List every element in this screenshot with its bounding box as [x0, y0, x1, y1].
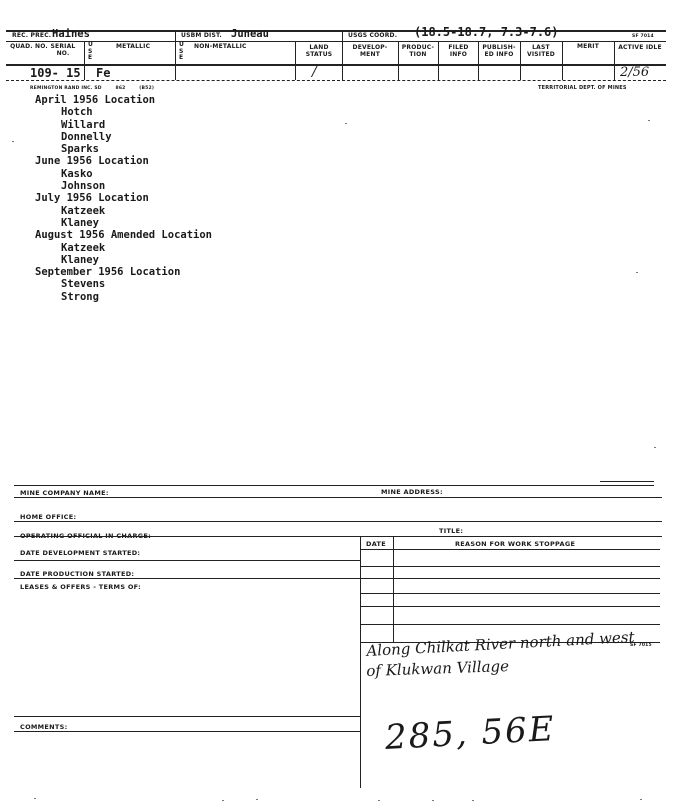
location-heading: April 1956 Location — [35, 94, 156, 106]
location-heading: July 1956 Location — [35, 192, 149, 205]
footer-form-number: SF 7015 — [630, 643, 652, 648]
date-column-header: DATE — [366, 540, 386, 548]
speck — [222, 800, 224, 801]
speck — [12, 141, 14, 142]
rule — [360, 606, 660, 607]
col-serial-no: SERIAL NO. — [50, 43, 76, 57]
location-heading: August 1956 Amended Location — [35, 229, 213, 242]
metallic-value: Fe — [96, 66, 111, 80]
speck — [636, 272, 638, 273]
speck — [34, 798, 36, 799]
rule — [360, 624, 660, 625]
divider — [393, 536, 394, 642]
rule — [14, 578, 660, 579]
divider — [520, 41, 521, 80]
mine-address-label: MINE ADDRESS: — [381, 488, 443, 496]
location-heading: September 1956 Location — [35, 266, 181, 279]
speck — [378, 800, 380, 801]
handwritten-location-line2: of Klukwan Village — [366, 657, 510, 680]
comments-label: COMMENTS: — [20, 723, 68, 731]
locations-list — [35, 94, 212, 303]
rule — [360, 549, 660, 550]
usbm-dist-label: USBM DIST. — [181, 32, 222, 39]
row-underline — [6, 80, 666, 81]
divider — [360, 536, 361, 788]
divider — [342, 30, 343, 80]
rule — [14, 716, 360, 717]
date-production-label: DATE PRODUCTION STARTED: — [20, 570, 135, 578]
divider — [438, 41, 439, 80]
rec-prec-value: Haines — [52, 28, 90, 40]
divider — [562, 41, 563, 80]
locator-name: Kasko — [61, 167, 93, 180]
col-land-status: LAND STATUS — [305, 44, 333, 58]
col-development: DEVELOP-MENT — [352, 44, 388, 58]
divider — [478, 41, 479, 80]
col-production: PRODUC-TION — [401, 44, 435, 58]
locator-name: Klaney — [61, 216, 99, 229]
locator-name: Katzeek — [61, 204, 106, 217]
rule — [360, 593, 660, 594]
col-published-info: PUBLISH-ED INFO — [482, 44, 516, 58]
locator-name: Stevens — [61, 278, 106, 291]
land-status-mark: / — [312, 64, 317, 80]
rule — [360, 566, 660, 567]
leases-offers-label: LEASES & OFFERS - TERMS OF: — [20, 583, 141, 591]
operating-official-label: OPERATING OFFICIAL IN CHARGE: — [20, 532, 152, 540]
divider — [614, 41, 615, 80]
usgs-coord-label: USGS COORD. — [348, 32, 398, 39]
mine-company-name-label: MINE COMPANY NAME: — [20, 489, 109, 497]
speck — [256, 799, 258, 800]
header-divider — [6, 41, 666, 42]
divider — [295, 41, 296, 80]
locator-name: Willard — [61, 118, 106, 131]
date-development-label: DATE DEVELOPMENT STARTED: — [20, 549, 141, 557]
speck — [345, 123, 347, 124]
divider — [84, 41, 85, 80]
footer-top-tick — [600, 481, 654, 482]
reason-column-header: REASON FOR WORK STOPPAGE — [455, 540, 576, 548]
divider — [398, 41, 399, 80]
rule — [14, 521, 662, 522]
rule — [14, 560, 360, 561]
rule — [14, 536, 662, 537]
locator-name: Strong — [61, 290, 99, 303]
active-idle-value: 2/56 — [620, 65, 650, 80]
locator-name: Johnson — [61, 180, 106, 193]
speck — [648, 120, 650, 121]
rec-prec-label: REC. PREC. — [12, 32, 52, 39]
speck — [432, 800, 434, 801]
quad-serial-value: 109- 15 — [30, 66, 81, 80]
locator-name: Klaney — [61, 253, 99, 266]
col-merit: MERIT — [576, 43, 599, 50]
form-number: SF 7014 — [632, 34, 654, 39]
col-non-metallic: NON-METALLIC — [194, 43, 247, 50]
locator-name: Donnelly — [61, 130, 112, 143]
col-use-nonmetallic: U S E — [179, 41, 185, 61]
col-active-idle: ACTIVE IDLE — [618, 44, 662, 51]
rule — [14, 731, 360, 732]
printer-name: REMINGTON RAND INC. SD — [30, 86, 102, 91]
col-filed-info: FILED INFO — [448, 44, 469, 58]
speck — [640, 799, 642, 800]
printer-line — [30, 85, 154, 92]
home-office-label: HOME OFFICE: — [20, 513, 77, 521]
footer-top-line — [14, 485, 654, 486]
col-use-metallic: U S E — [88, 41, 94, 61]
speck — [472, 800, 474, 801]
divider — [175, 30, 176, 80]
locator-name: Hotch — [61, 106, 93, 119]
locator-name: Katzeek — [61, 241, 106, 254]
department-label: TERRITORIAL DEPT. OF MINES — [538, 85, 627, 91]
rule — [14, 497, 662, 498]
printer-code: 862 — [115, 86, 126, 91]
handwritten-location-line1: Along Chilkat River north and west — [366, 627, 635, 660]
speck — [654, 447, 656, 448]
header-top-border — [6, 30, 666, 32]
usgs-coord-value: (18.5-18.7, 7.3-7.6) — [414, 25, 559, 39]
title-label: TITLE: — [439, 527, 464, 535]
handwritten-code: 285, 56E — [384, 709, 557, 758]
printer-mark: (B52) — [139, 86, 155, 91]
col-quad-no: QUAD. NO. — [10, 43, 48, 50]
locator-name: Sparks — [61, 143, 99, 156]
col-last-visited: LAST VISITED — [526, 44, 555, 58]
location-heading: June 1956 Location — [35, 155, 149, 168]
usbm-dist-value: Juneau — [231, 28, 269, 40]
col-metallic: METALLIC — [116, 43, 151, 50]
